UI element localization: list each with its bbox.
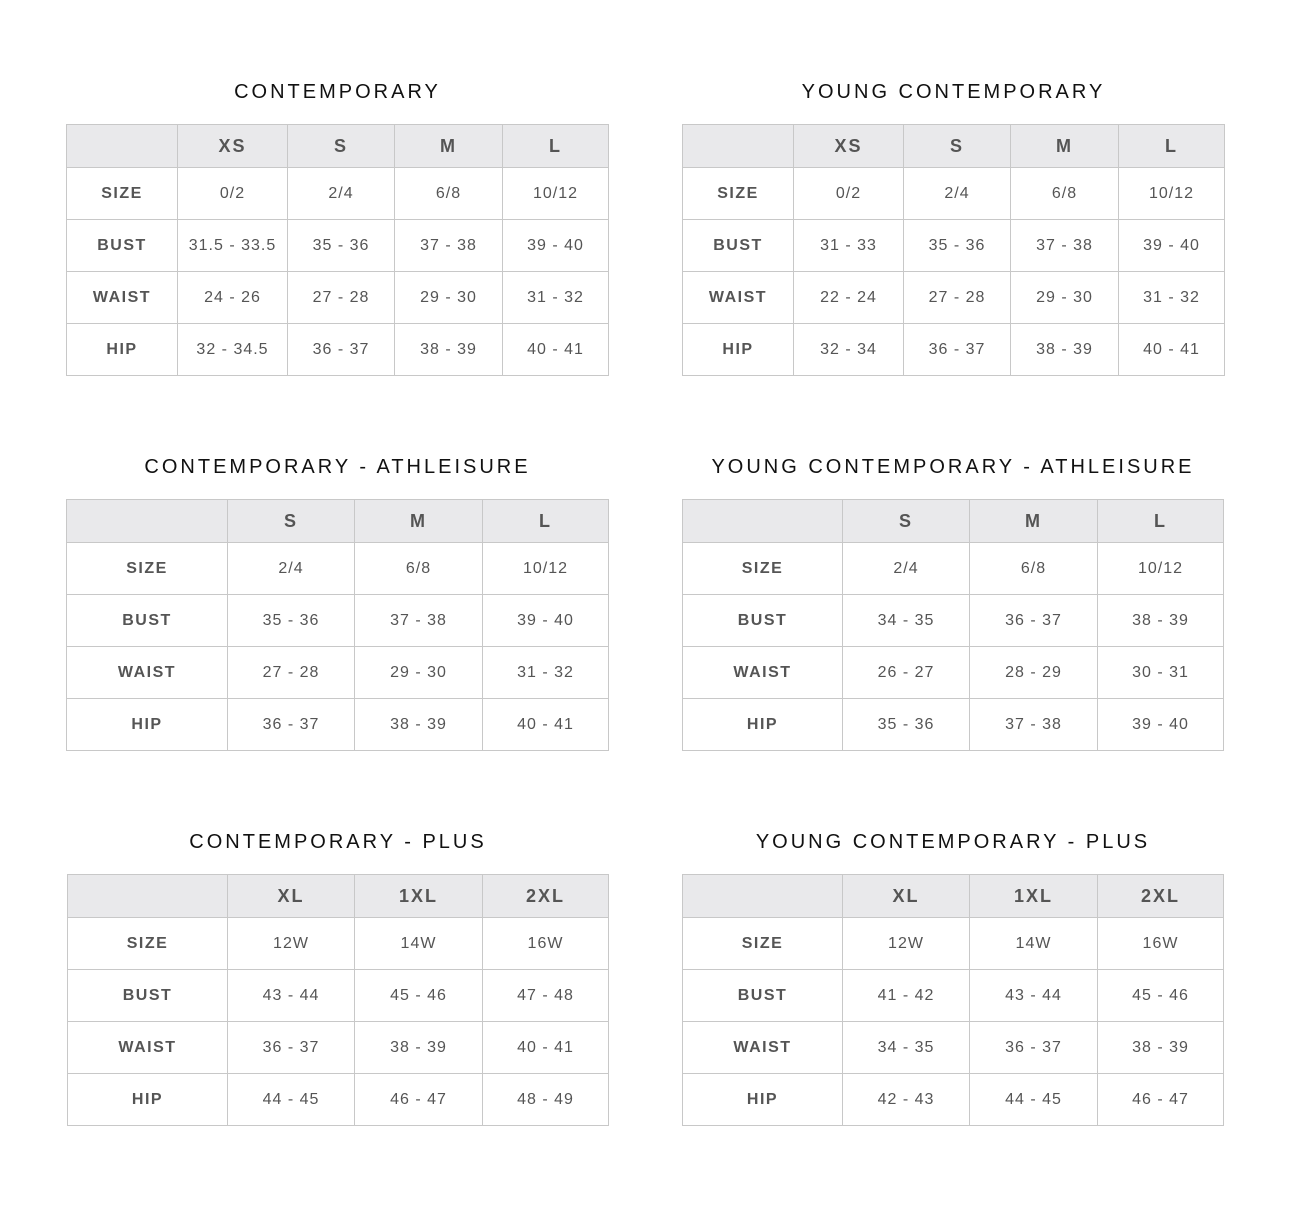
- table-row: [683, 970, 1224, 1022]
- measurement-cell: 31 - 32: [1119, 272, 1225, 324]
- measurement-cell: 35 - 36: [288, 220, 395, 272]
- measurement-cell: 40 - 41: [503, 324, 609, 376]
- chart-title: CONTEMPORARY - PLUS: [189, 831, 487, 853]
- measurement-cell: 39 - 40: [503, 220, 609, 272]
- size-column-header: M: [395, 125, 503, 168]
- measurement-cell: 27 - 28: [288, 272, 395, 324]
- measurement-cell: 12W: [843, 918, 970, 970]
- size-column-header: L: [483, 500, 609, 543]
- table-row: [683, 1074, 1224, 1126]
- header-row: [67, 125, 609, 168]
- row-label: SIZE: [683, 543, 843, 595]
- measurement-cell: 32 - 34: [794, 324, 904, 376]
- measurement-cell: 22 - 24: [794, 272, 904, 324]
- chart-title: CONTEMPORARY - ATHLEISURE: [144, 456, 531, 478]
- corner-cell: [683, 875, 843, 918]
- measurement-cell: 44 - 45: [228, 1074, 355, 1126]
- measurement-cell: 48 - 49: [483, 1074, 609, 1126]
- measurement-cell: 36 - 37: [288, 324, 395, 376]
- corner-cell: [67, 125, 178, 168]
- chart-title: YOUNG CONTEMPORARY - PLUS: [755, 831, 1151, 853]
- header-row: [683, 500, 1224, 543]
- measurement-cell: 39 - 40: [483, 595, 609, 647]
- table-row: [67, 272, 609, 324]
- measurement-cell: 35 - 36: [843, 699, 970, 751]
- table-row: [67, 647, 609, 699]
- size-column-header: 2XL: [483, 875, 609, 918]
- corner-cell: [683, 125, 794, 168]
- table-row: [683, 595, 1224, 647]
- table-row: [68, 1022, 609, 1074]
- table-row: [683, 168, 1225, 220]
- table-row: [683, 1022, 1224, 1074]
- measurement-cell: 38 - 39: [1098, 595, 1224, 647]
- size-column-header: M: [1011, 125, 1119, 168]
- row-label: SIZE: [683, 168, 794, 220]
- measurement-cell: 36 - 37: [228, 699, 355, 751]
- measurement-cell: 29 - 30: [355, 647, 483, 699]
- corner-cell: [68, 875, 228, 918]
- measurement-cell: 47 - 48: [483, 970, 609, 1022]
- measurement-cell: 41 - 42: [843, 970, 970, 1022]
- measurement-cell: 38 - 39: [395, 324, 503, 376]
- measurement-cell: 29 - 30: [395, 272, 503, 324]
- table-row: [683, 543, 1224, 595]
- measurement-cell: 31.5 - 33.5: [178, 220, 288, 272]
- table-row: [683, 272, 1225, 324]
- row-label: WAIST: [683, 647, 843, 699]
- measurement-cell: 38 - 39: [355, 699, 483, 751]
- row-label: WAIST: [683, 1022, 843, 1074]
- table-row: [68, 1074, 609, 1126]
- measurement-cell: 24 - 26: [178, 272, 288, 324]
- measurement-cell: 31 - 33: [794, 220, 904, 272]
- measurement-cell: 37 - 38: [395, 220, 503, 272]
- chart-title: YOUNG CONTEMPORARY - ATHLEISURE: [711, 456, 1195, 478]
- row-label: HIP: [67, 324, 178, 376]
- row-label: HIP: [683, 699, 843, 751]
- measurement-cell: 2/4: [904, 168, 1011, 220]
- measurement-cell: 27 - 28: [228, 647, 355, 699]
- measurement-cell: 45 - 46: [355, 970, 483, 1022]
- row-label: HIP: [68, 1074, 228, 1126]
- measurement-cell: 36 - 37: [904, 324, 1011, 376]
- chart-title: CONTEMPORARY: [234, 81, 441, 103]
- measurement-cell: 6/8: [1011, 168, 1119, 220]
- row-label: BUST: [68, 970, 228, 1022]
- measurement-cell: 37 - 38: [355, 595, 483, 647]
- measurement-cell: 6/8: [970, 543, 1098, 595]
- measurement-cell: 35 - 36: [228, 595, 355, 647]
- measurement-cell: 31 - 32: [483, 647, 609, 699]
- size-column-header: L: [503, 125, 609, 168]
- measurement-cell: 16W: [483, 918, 609, 970]
- row-label: WAIST: [67, 647, 228, 699]
- measurement-cell: 38 - 39: [355, 1022, 483, 1074]
- size-table: [66, 124, 609, 376]
- measurement-cell: 44 - 45: [970, 1074, 1098, 1126]
- row-label: BUST: [683, 970, 843, 1022]
- row-label: HIP: [683, 324, 794, 376]
- measurement-cell: 10/12: [1098, 543, 1224, 595]
- size-column-header: S: [228, 500, 355, 543]
- table-row: [67, 220, 609, 272]
- header-row: [683, 875, 1224, 918]
- measurement-cell: 10/12: [483, 543, 609, 595]
- measurement-cell: 10/12: [1119, 168, 1225, 220]
- measurement-cell: 29 - 30: [1011, 272, 1119, 324]
- measurement-cell: 39 - 40: [1098, 699, 1224, 751]
- table-row: [67, 543, 609, 595]
- measurement-cell: 42 - 43: [843, 1074, 970, 1126]
- table-row: [68, 918, 609, 970]
- header-row: [68, 875, 609, 918]
- table-row: [68, 970, 609, 1022]
- measurement-cell: 2/4: [843, 543, 970, 595]
- corner-cell: [67, 500, 228, 543]
- measurement-cell: 46 - 47: [355, 1074, 483, 1126]
- measurement-cell: 35 - 36: [904, 220, 1011, 272]
- measurement-cell: 40 - 41: [1119, 324, 1225, 376]
- row-label: WAIST: [67, 272, 178, 324]
- measurement-cell: 40 - 41: [483, 699, 609, 751]
- size-table: [66, 499, 609, 751]
- measurement-cell: 27 - 28: [904, 272, 1011, 324]
- size-column-header: 1XL: [355, 875, 483, 918]
- measurement-cell: 37 - 38: [1011, 220, 1119, 272]
- size-column-header: S: [288, 125, 395, 168]
- measurement-cell: 0/2: [178, 168, 288, 220]
- measurement-cell: 10/12: [503, 168, 609, 220]
- table-row: [683, 647, 1224, 699]
- row-label: SIZE: [67, 543, 228, 595]
- measurement-cell: 2/4: [228, 543, 355, 595]
- measurement-cell: 38 - 39: [1098, 1022, 1224, 1074]
- measurement-cell: 31 - 32: [503, 272, 609, 324]
- measurement-cell: 46 - 47: [1098, 1074, 1224, 1126]
- header-row: [67, 500, 609, 543]
- measurement-cell: 14W: [355, 918, 483, 970]
- size-column-header: XS: [794, 125, 904, 168]
- size-column-header: XS: [178, 125, 288, 168]
- measurement-cell: 43 - 44: [228, 970, 355, 1022]
- measurement-cell: 34 - 35: [843, 1022, 970, 1074]
- table-row: [67, 168, 609, 220]
- measurement-cell: 36 - 37: [970, 1022, 1098, 1074]
- row-label: SIZE: [68, 918, 228, 970]
- measurement-cell: 37 - 38: [970, 699, 1098, 751]
- measurement-cell: 0/2: [794, 168, 904, 220]
- size-column-header: S: [904, 125, 1011, 168]
- measurement-cell: 45 - 46: [1098, 970, 1224, 1022]
- size-table: [67, 874, 609, 1126]
- row-label: BUST: [67, 220, 178, 272]
- measurement-cell: 14W: [970, 918, 1098, 970]
- row-label: SIZE: [67, 168, 178, 220]
- row-label: WAIST: [68, 1022, 228, 1074]
- row-label: HIP: [683, 1074, 843, 1126]
- size-column-header: 1XL: [970, 875, 1098, 918]
- row-label: WAIST: [683, 272, 794, 324]
- size-column-header: 2XL: [1098, 875, 1224, 918]
- measurement-cell: 36 - 37: [228, 1022, 355, 1074]
- size-column-header: M: [970, 500, 1098, 543]
- measurement-cell: 12W: [228, 918, 355, 970]
- measurement-cell: 6/8: [395, 168, 503, 220]
- measurement-cell: 28 - 29: [970, 647, 1098, 699]
- table-row: [683, 324, 1225, 376]
- table-row: [683, 220, 1225, 272]
- measurement-cell: 30 - 31: [1098, 647, 1224, 699]
- size-column-header: L: [1098, 500, 1224, 543]
- header-row: [683, 125, 1225, 168]
- size-column-header: S: [843, 500, 970, 543]
- size-column-header: XL: [228, 875, 355, 918]
- size-table: [682, 124, 1225, 376]
- row-label: SIZE: [683, 918, 843, 970]
- chart-title: YOUNG CONTEMPORARY: [801, 81, 1106, 103]
- size-column-header: L: [1119, 125, 1225, 168]
- measurement-cell: 39 - 40: [1119, 220, 1225, 272]
- measurement-cell: 36 - 37: [970, 595, 1098, 647]
- row-label: HIP: [67, 699, 228, 751]
- measurement-cell: 16W: [1098, 918, 1224, 970]
- table-row: [67, 699, 609, 751]
- measurement-cell: 38 - 39: [1011, 324, 1119, 376]
- table-row: [67, 595, 609, 647]
- measurement-cell: 32 - 34.5: [178, 324, 288, 376]
- row-label: BUST: [67, 595, 228, 647]
- measurement-cell: 2/4: [288, 168, 395, 220]
- table-row: [67, 324, 609, 376]
- size-table: [682, 874, 1224, 1126]
- measurement-cell: 43 - 44: [970, 970, 1098, 1022]
- measurement-cell: 40 - 41: [483, 1022, 609, 1074]
- table-row: [683, 918, 1224, 970]
- size-column-header: XL: [843, 875, 970, 918]
- size-column-header: M: [355, 500, 483, 543]
- measurement-cell: 26 - 27: [843, 647, 970, 699]
- table-row: [683, 699, 1224, 751]
- row-label: BUST: [683, 595, 843, 647]
- corner-cell: [683, 500, 843, 543]
- size-table: [682, 499, 1224, 751]
- measurement-cell: 6/8: [355, 543, 483, 595]
- measurement-cell: 34 - 35: [843, 595, 970, 647]
- row-label: BUST: [683, 220, 794, 272]
